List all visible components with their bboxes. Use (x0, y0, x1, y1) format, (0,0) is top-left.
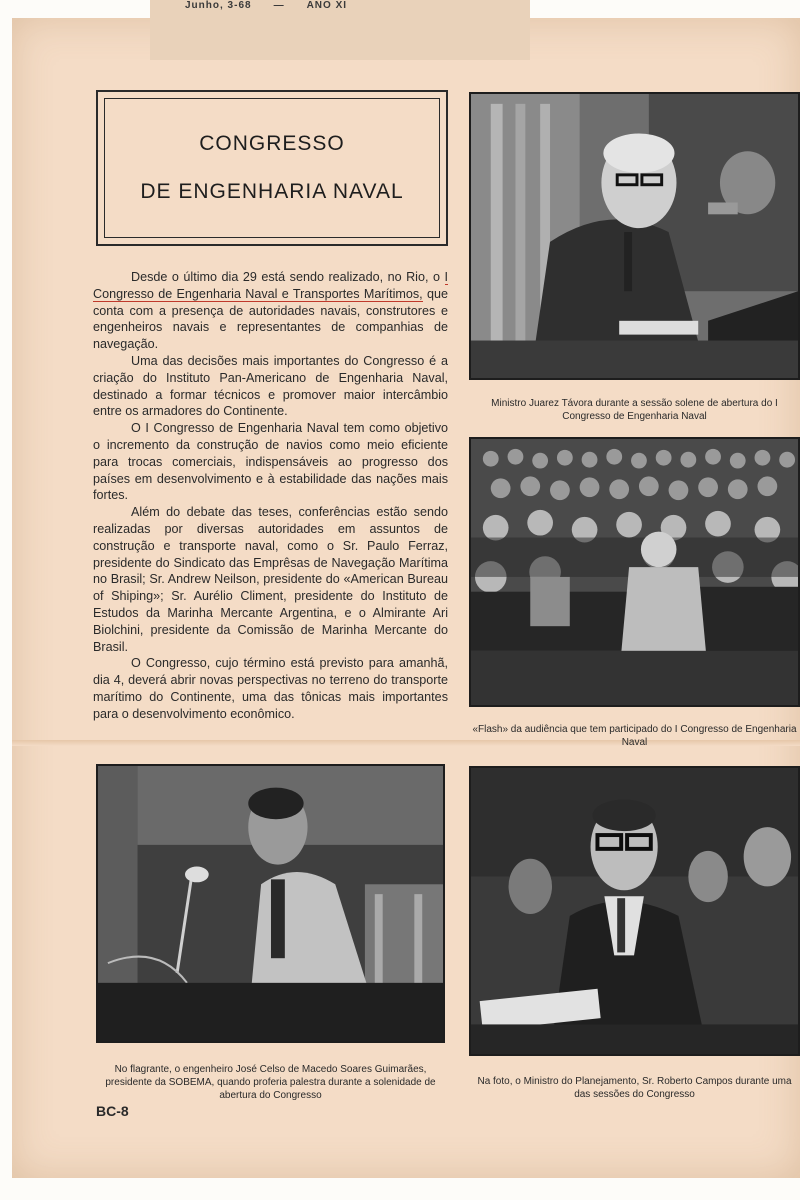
photo-speaker-image (98, 766, 443, 1041)
caption-photo-4: Na foto, o Ministro do Planejamento, Sr. Roberto Campos durante uma das sessões do Congresso (477, 1076, 792, 1100)
page-number: BC-8 (96, 1103, 129, 1119)
photo-audience-image (471, 439, 798, 705)
headline-line-2: DE ENGENHARIA NAVAL (140, 180, 404, 203)
header-date: Junho, 3-68 (185, 0, 252, 11)
paragraph-2: Uma das decisões mais importantes do Congresso é a criação do Instituto Pan-Americano de Engenharia Naval, destinado a formar técnicos e promover maior intercâmbio entre os armadores do Continente. (93, 353, 448, 419)
photo-campos-image (471, 768, 798, 1054)
header-dash: — (273, 0, 285, 11)
caption-photo-3: No flagrante, o engenheiro José Celso de Macedo Soares Guimarães, presidente da SOBEMA, quando proferia palestra durante a solenidade de abertura do Congresso (105, 1064, 436, 1101)
paragraph-1: Desde o último dia 29 está sendo realizado, no Rio, o I Congresso de Engenharia Naval e Transportes Marítimos, que conta com a presença de autoridades navais, construtores e engenheiros navais e representantes de companhias de navegação. (93, 270, 448, 352)
paragraph-4: Além do debate das teses, conferências estão sendo realizadas por diversas autoridades em assuntos de construção e transporte naval, como o Sr. Paulo Ferraz, presidente do Sindicato das Emprêsas de Navegação Marítima no Brasil; Sr. Andrew Neilson, presidente do «American Bureau of Shiping»; Sr. Aurélio Climent, presidente do Instituto de Estudos da Marinha Mercante Argentina, e o Almirante Ari Biolchini, presidente da Comissão de Marinha Mercante do Brasil. (93, 505, 448, 654)
underlined-congress-name: I Congresso de Engenharia Naval e Transportes Marítimos, (93, 270, 448, 301)
photo-minister-roberto-campos (469, 766, 800, 1056)
headline-line-1: CONGRESSO (199, 132, 345, 155)
photo-minister-image (471, 94, 798, 378)
headline-box (96, 90, 448, 246)
page-header (185, 0, 347, 11)
photo-speaker-podium (96, 764, 445, 1043)
paragraph-5: O Congresso, cujo término está previsto para amanhã, dia 4, deverá abrir novas perspectivas no terreno do transporte marítimo do Continente, uma das tônicas mais importantes para o desenvolvimento econômico. (93, 656, 448, 721)
caption-photo-2: «Flash» da audiência que tem participado do I Congresso de Engenharia Naval (472, 724, 797, 748)
header-year: ANO XI (306, 0, 348, 11)
paragraph-3: O I Congresso de Engenharia Naval tem como objetivo o incremento da construção de navios como meio eficiente para trocas comerciais, indispensáveis ao progresso dos países em desenvolvimento e à estabilidade das nações mais fortes. (93, 421, 448, 503)
article-body (93, 269, 448, 723)
headline-inner-frame (104, 98, 440, 238)
caption-photo-1: Ministro Juarez Távora durante a sessão solene de abertura do I Congresso de Engenharia Naval (491, 398, 778, 422)
photo-audience (469, 437, 800, 707)
photo-minister-juarez-tavora (469, 92, 800, 380)
